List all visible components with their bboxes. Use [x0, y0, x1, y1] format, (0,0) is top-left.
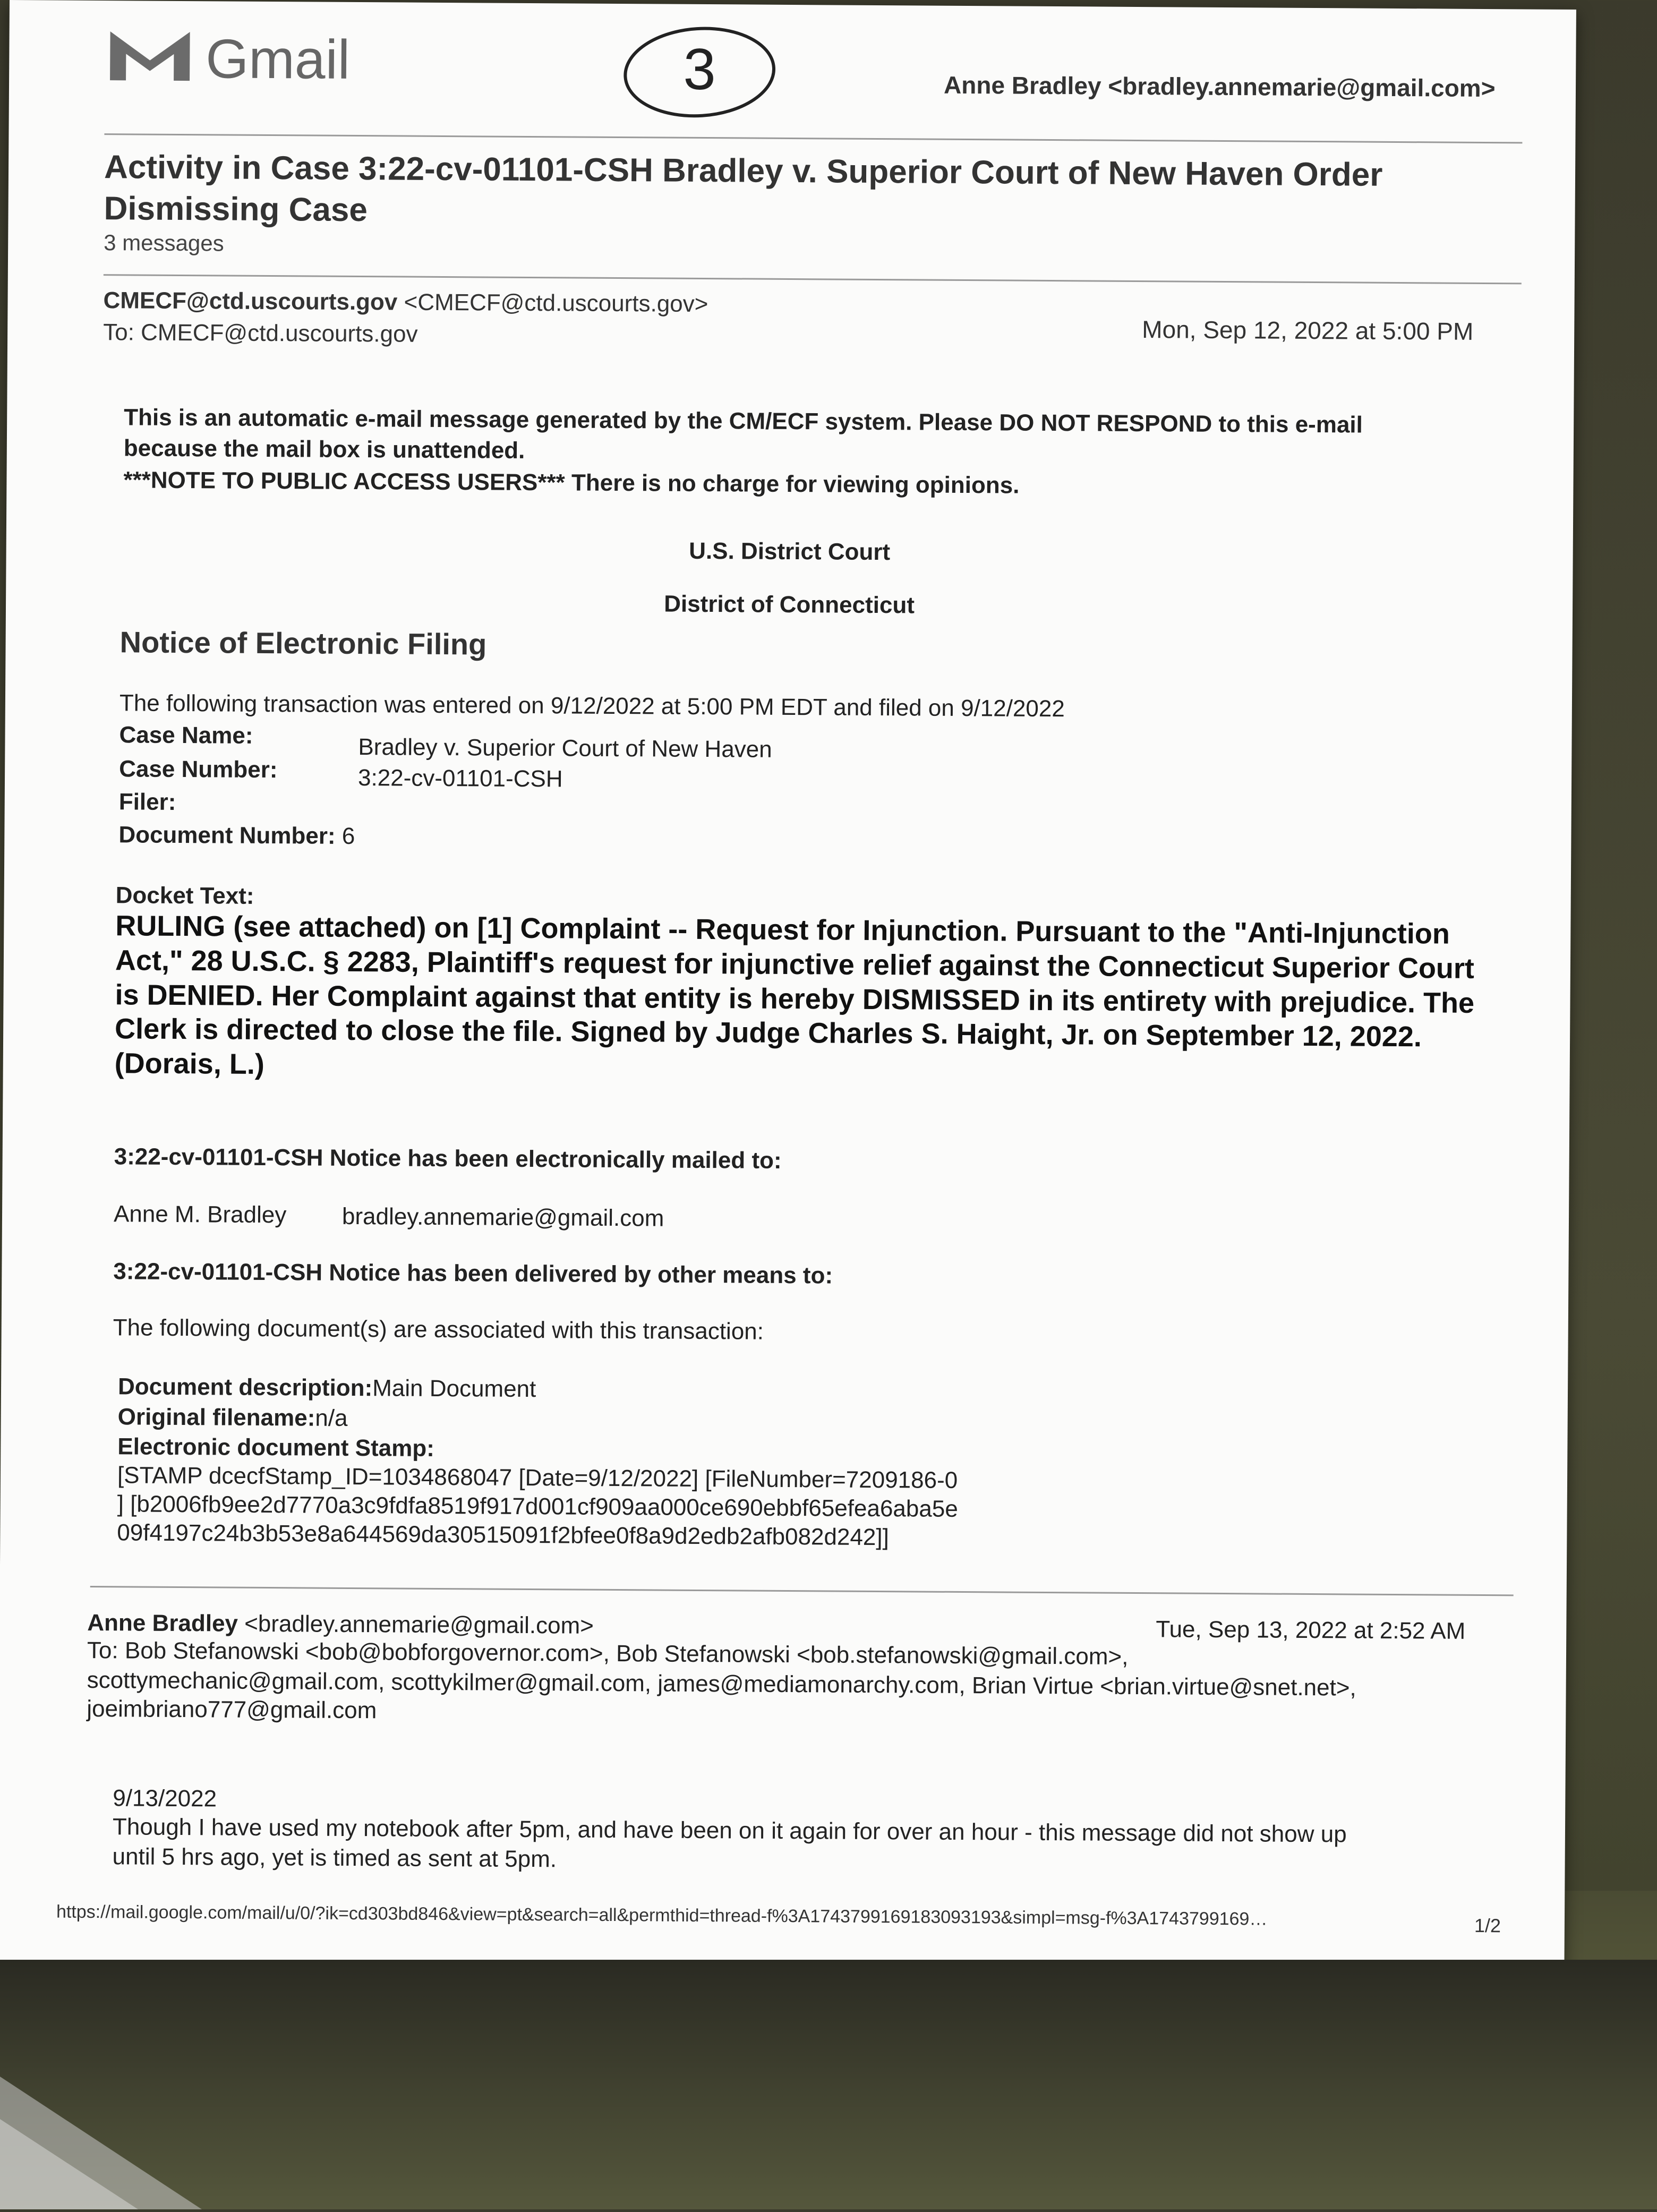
header-divider: [104, 133, 1522, 143]
document-description-value: Main Document: [372, 1375, 536, 1403]
associated-documents-line: The following document(s) are associated with this transaction:: [113, 1314, 764, 1345]
stamp-line-1: [STAMP dcecfStamp_ID=1034868047 [Date=9/12/2022] [FileNumber=7209186-0: [117, 1462, 958, 1493]
message2-sender-name: Anne Bradley: [87, 1609, 238, 1637]
gmail-logo-icon: [105, 22, 195, 86]
message2-sender-email: <bradley.annemarie@gmail.com>: [237, 1610, 594, 1639]
district-name: District of Connecticut: [664, 591, 915, 619]
document-number-label: [118, 822, 355, 850]
court-name: U.S. District Court: [689, 537, 891, 566]
filer-label: Filer:: [118, 789, 176, 815]
message2-body-line-1: Though I have used my notebook after 5pm, and have been on it again for over an hour - this message did not show up: [112, 1814, 1347, 1848]
footer-page-number: 1/2: [1474, 1914, 1501, 1937]
document-number-label-text: Document Number:: [118, 822, 336, 849]
notice-heading: Notice of Electronic Filing: [119, 625, 487, 661]
auto-message-notice-2: because the mail box is unattended.: [123, 435, 525, 464]
thread-title: Activity in Case 3:22-cv-01101-CSH Bradley v. Superior Court of New Haven Order Dismissing Case: [104, 149, 1383, 228]
case-number-value: 3:22-cv-01101-CSH: [357, 765, 563, 792]
message1-sender: [103, 287, 708, 318]
message1-sender-full: <CMECF@ctd.uscourts.gov>: [397, 289, 708, 318]
message1-recipient: To: CMECF@ctd.uscourts.gov: [103, 319, 418, 347]
message2-date: Tue, Sep 13, 2022 at 2:52 AM: [1156, 1616, 1466, 1644]
document-description-label: Document description:: [117, 1373, 373, 1402]
stamp-line-2: ] [b2006fb9ee2d7770a3c9fdfa8519f917d001cf909aa000ce690ebbf65efea6aba5e: [117, 1491, 958, 1522]
stamp-label: Electronic document Stamp:: [117, 1433, 435, 1462]
case-number-label: Case Number:: [119, 756, 278, 783]
handwritten-number-text: 3: [683, 36, 716, 103]
message2-body-date: 9/13/2022: [113, 1785, 217, 1812]
message2-recipients-1: To: Bob Stefanowski <bob@bobforgovernor.com>, Bob Stefanowski <bob.stefanowski@gmail.com>,: [87, 1637, 1129, 1670]
other-means-heading: 3:22-cv-01101-CSH Notice has been delivered by other means to:: [113, 1258, 833, 1289]
footer-url: https://mail.google.com/mail/u/0/?ik=cd303bd846&view=pt&search=all&permthid=thread-f%3A1743799169183093193&simpl=msg-f%3A1743799169…: [56, 1901, 1268, 1929]
message1-date: Mon, Sep 12, 2022 at 5:00 PM: [1142, 315, 1474, 345]
bottom-surface: [0, 1960, 1657, 2209]
case-name-label: Case Name:: [119, 722, 253, 749]
docket-text-label: Docket Text:: [115, 882, 254, 909]
original-filename-value: n/a: [315, 1405, 348, 1431]
transaction-line: The following transaction was entered on 9/12/2022 at 5:00 PM EDT and filed on 9/12/2022: [119, 690, 1065, 722]
mailed-to-name: Anne M. Bradley: [113, 1201, 287, 1228]
message-divider: [90, 1586, 1514, 1596]
case-name-value: Bradley v. Superior Court of New Haven: [358, 734, 772, 763]
mailed-to-email: bradley.annemarie@gmail.com: [341, 1203, 664, 1232]
auto-message-notice-1: This is an automatic e-mail message generated by the CM/ECF system. Please DO NOT RESPOND to this e-mail: [124, 404, 1363, 438]
docket-text: RULING (see attached) on [1] Complaint -- Request for Injunction. Pursuant to the "Anti-Injunction Act," 28 U.S.C. § 2283, Plaintiff's request for injunctive relief against the Connecticut Superior Court is DENIED. Her Complaint against that entity is hereby DISMISSED in its entirety with prejudice. The Clerk is directed to close the file. Signed by Judge Charles S. Haight, Jr. on September 12, 2022. (Dorais, L.): [114, 910, 1475, 1081]
original-filename: [118, 1404, 348, 1432]
stamp-line-3: 09f4197c24b3b53e8a644569da30515091f2bfee0f8a9d2edb2afb082d242]]: [117, 1519, 889, 1551]
handwritten-page-number: [620, 14, 780, 122]
message2-recipients-2: scottymechanic@gmail.com, scottykilmer@gmail.com, james@mediamonarchy.com, Brian Virtue <brian.virtue@snet.net>,: [87, 1667, 1356, 1701]
public-access-note: ***NOTE TO PUBLIC ACCESS USERS*** There is no charge for viewing opinions.: [123, 467, 1020, 499]
document-description: [118, 1373, 536, 1403]
message2-body-line-2: until 5 hrs ago, yet is timed as sent at 5pm.: [112, 1843, 557, 1873]
message2-recipients-3: joeimbriano777@gmail.com: [87, 1695, 377, 1724]
account-user: Anne Bradley <bradley.annemarie@gmail.com>: [943, 71, 1496, 103]
original-filename-label: Original filename:: [117, 1404, 315, 1431]
thread-divider: [104, 274, 1522, 284]
mailed-to-heading: 3:22-cv-01101-CSH Notice has been electronically mailed to:: [114, 1143, 782, 1174]
message-count: 3 messages: [104, 230, 224, 256]
gmail-wordmark: Gmail: [205, 28, 351, 91]
document-number-value: 6: [341, 823, 355, 850]
message2-sender: [87, 1610, 594, 1639]
message1-sender-address: CMECF@ctd.uscourts.gov: [103, 287, 398, 315]
